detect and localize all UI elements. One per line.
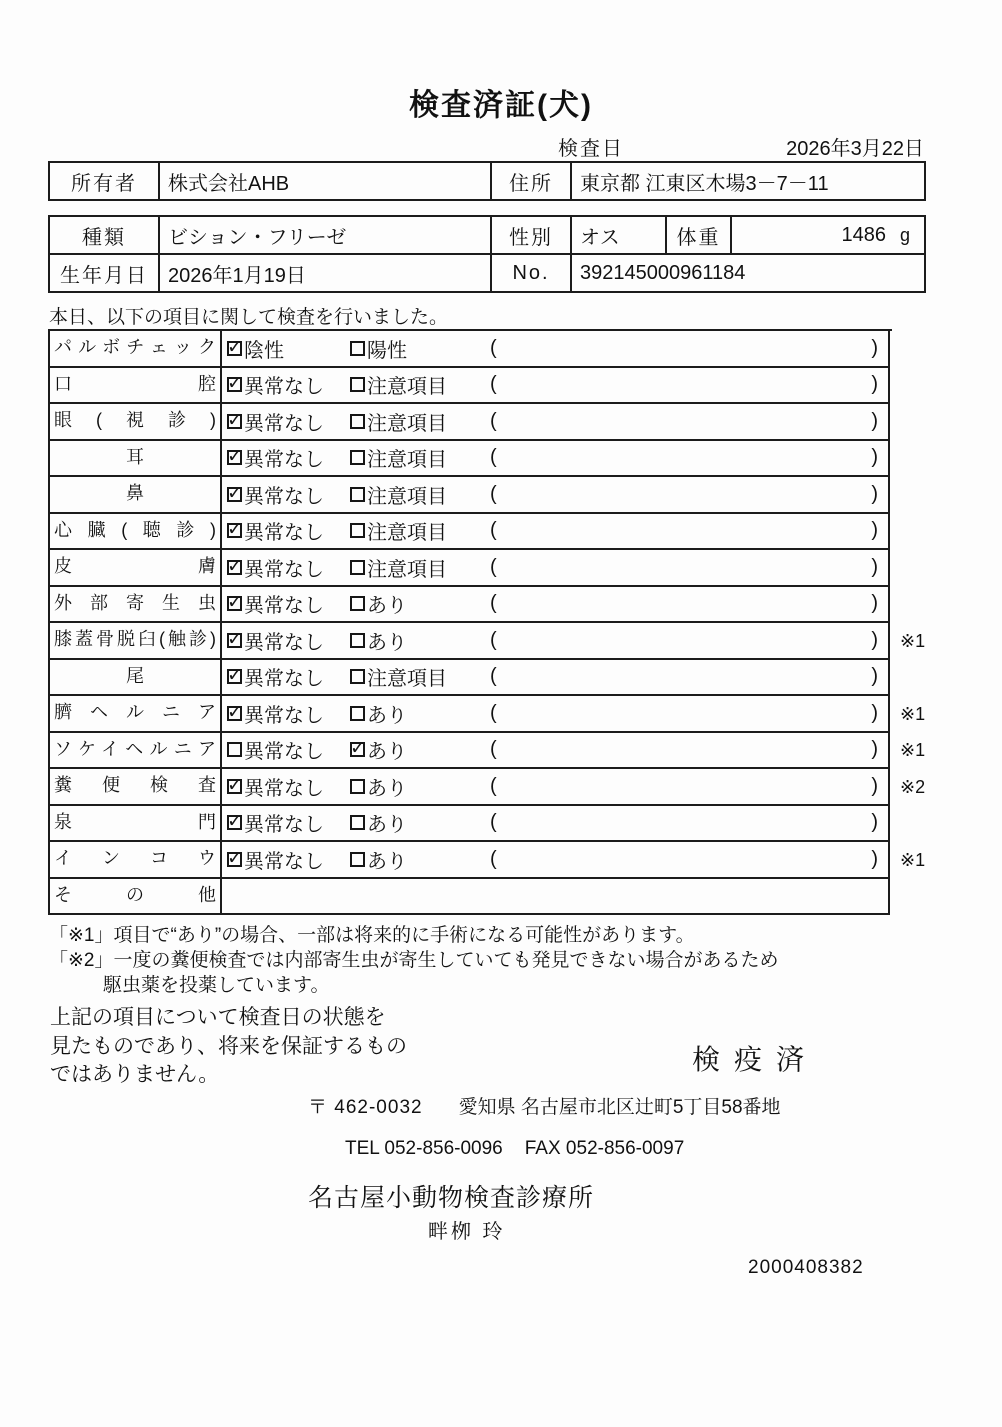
paren-open: (	[490, 373, 497, 396]
paren-open: (	[490, 336, 497, 359]
exam-option	[222, 662, 350, 691]
exam-row-label: 耳	[48, 441, 222, 478]
exam-option	[222, 735, 350, 764]
paren-close: )	[871, 628, 878, 651]
exam-option-label: あり	[367, 631, 407, 654]
exam-row-label: 泉門	[48, 806, 222, 843]
paren-open: (	[490, 555, 497, 578]
checkbox-checked-icon[interactable]	[227, 487, 242, 502]
breed-label: 種類	[49, 216, 159, 254]
paren-close: )	[871, 336, 878, 359]
exam-row	[48, 733, 926, 770]
clinic-fax: FAX 052-856-0097	[524, 1138, 685, 1159]
exam-row	[48, 696, 926, 733]
checkbox-checked-icon[interactable]	[227, 450, 242, 465]
exam-row-content	[222, 441, 890, 478]
inspection-date-label: 検査日	[558, 138, 624, 160]
exam-option	[350, 516, 488, 545]
paren-close: )	[871, 519, 878, 542]
exam-option	[222, 407, 350, 436]
exam-row-content	[222, 368, 890, 405]
paren-close: )	[871, 665, 878, 688]
checkbox-unchecked-icon[interactable]	[350, 414, 365, 429]
checkbox-checked-icon[interactable]	[227, 779, 242, 794]
exam-option	[222, 480, 350, 509]
exam-option-label: 異常なし	[244, 777, 324, 800]
checkbox-unchecked-icon[interactable]	[350, 523, 365, 538]
disclaimer-line-2: 見たものであり、将来を保証するもの	[50, 1034, 407, 1058]
exam-option	[222, 370, 350, 399]
birth-value: 2026年1月19日	[159, 254, 491, 292]
exam-row-label: 口腔	[48, 368, 222, 405]
exam-row	[48, 842, 926, 879]
exam-option	[350, 808, 488, 837]
checkbox-unchecked-icon[interactable]	[350, 852, 365, 867]
checkbox-unchecked-icon[interactable]	[350, 450, 365, 465]
exam-option	[350, 845, 488, 874]
exam-row-label: その他	[48, 879, 222, 916]
owner-label: 所有者	[49, 162, 159, 200]
breed-row	[49, 216, 925, 254]
exam-option-label: 異常なし	[244, 850, 324, 873]
checkbox-unchecked-icon[interactable]	[350, 596, 365, 611]
clinic-address-line	[308, 1092, 781, 1119]
checkbox-unchecked-icon[interactable]	[350, 377, 365, 392]
exam-row-label: 膝蓋骨脱臼(触診)	[48, 623, 222, 660]
paren-close: )	[871, 555, 878, 578]
exam-row-content	[222, 806, 890, 843]
checkbox-checked-icon[interactable]	[227, 815, 242, 830]
exam-row-content	[222, 879, 890, 916]
paren-close: )	[871, 738, 878, 761]
clinic-phone-line	[345, 1138, 684, 1160]
exam-option	[350, 370, 488, 399]
exam-row	[48, 623, 926, 660]
paren-open: (	[490, 482, 497, 505]
exam-option-label: 異常なし	[244, 412, 324, 435]
exam-option-label: 異常なし	[244, 558, 324, 581]
exam-option-label: 異常なし	[244, 376, 324, 399]
checkbox-checked-icon[interactable]	[227, 596, 242, 611]
exam-row-content	[222, 696, 890, 733]
exam-row-content	[222, 587, 890, 624]
exam-row-label: 糞便検査	[48, 769, 222, 806]
exam-option	[350, 553, 488, 582]
paren-close: )	[871, 482, 878, 505]
address-label: 住所	[491, 162, 571, 200]
page-title: 検査済証(犬)	[409, 89, 593, 122]
checkbox-unchecked-icon[interactable]	[350, 560, 365, 575]
exam-option-label: 異常なし	[244, 741, 324, 764]
exam-row-content	[222, 842, 890, 879]
checkbox-unchecked-icon[interactable]	[350, 487, 365, 502]
exam-option	[222, 553, 350, 582]
exam-row	[48, 368, 892, 405]
exam-option	[222, 626, 350, 655]
exam-option-label: 注意項目	[367, 558, 447, 581]
paren-close: )	[871, 592, 878, 615]
checkbox-checked-icon[interactable]	[350, 742, 365, 757]
exam-option	[350, 443, 488, 472]
birth-label: 生年月日	[49, 254, 159, 292]
paren-open: (	[490, 592, 497, 615]
exam-option	[222, 443, 350, 472]
exam-row-label: 臍ヘルニア	[48, 696, 222, 733]
exam-option-label: あり	[367, 595, 407, 618]
weight-label: 体重	[666, 216, 731, 254]
exam-row-label: 尾	[48, 660, 222, 697]
exam-option-label: 注意項目	[367, 485, 447, 508]
exam-row-label: ソケイヘルニア	[48, 733, 222, 770]
paren-open: (	[490, 409, 497, 432]
checkbox-unchecked-icon[interactable]	[350, 815, 365, 830]
checkbox-unchecked-icon[interactable]	[350, 341, 365, 356]
number-value: 392145000961184	[571, 254, 925, 292]
checkbox-unchecked-icon[interactable]	[350, 633, 365, 648]
exam-row	[48, 879, 892, 916]
exam-row-label: 眼(視診)	[48, 404, 222, 441]
owner-row	[49, 162, 925, 200]
paren-close: )	[871, 811, 878, 834]
checkbox-checked-icon[interactable]	[227, 852, 242, 867]
clinic-address: 愛知県 名古屋市北区辻町5丁目58番地	[458, 1097, 781, 1118]
exam-option-label: 異常なし	[244, 595, 324, 618]
checkbox-checked-icon[interactable]	[227, 669, 242, 684]
paren-close: )	[871, 774, 878, 797]
checkbox-unchecked-icon[interactable]	[350, 779, 365, 794]
exam-row-label: インコウ	[48, 842, 222, 879]
exam-option-label: 異常なし	[244, 704, 324, 727]
paren-close: )	[871, 409, 878, 432]
footnotes	[49, 923, 779, 998]
exam-option	[350, 480, 488, 509]
paren-open: (	[490, 738, 497, 761]
exam-row	[48, 769, 926, 806]
footnote-1: 「※1」項目で“あり”の場合、一部は将来的に手術になる可能性があります。	[49, 925, 695, 946]
exam-option	[350, 589, 488, 618]
exam-row-label: 心臓(聴診)	[48, 514, 222, 551]
exam-option-label: 注意項目	[367, 668, 447, 691]
exam-row-content	[222, 623, 890, 660]
exam-option-label: 異常なし	[244, 668, 324, 691]
veterinarian-name: 畔栁 玲	[428, 1221, 506, 1243]
exam-row-note: ※1	[900, 703, 926, 724]
exam-option-label: 注意項目	[367, 412, 447, 435]
exam-option-label: 注意項目	[367, 376, 447, 399]
paren-close: )	[871, 701, 878, 724]
checkbox-checked-icon[interactable]	[227, 341, 242, 356]
exam-row-content	[222, 769, 890, 806]
exam-option-label: 陰性	[244, 339, 284, 362]
clinic-tel: TEL 052-856-0096	[345, 1138, 503, 1159]
paren-open: (	[490, 811, 497, 834]
exam-option	[222, 808, 350, 837]
exam-option-label: 異常なし	[244, 522, 324, 545]
sex-value: オス	[571, 216, 666, 254]
exam-row-content	[222, 733, 890, 770]
exam-row-note: ※1	[900, 740, 926, 761]
exam-option-label: 陽性	[367, 339, 407, 362]
checkbox-checked-icon[interactable]	[227, 706, 242, 721]
exam-row-content	[222, 331, 890, 368]
postal-code: 〒 462-0032	[308, 1097, 423, 1118]
paren-open: (	[490, 701, 497, 724]
exam-option	[222, 699, 350, 728]
paren-open: (	[490, 519, 497, 542]
exam-row-content	[222, 660, 890, 697]
checkbox-checked-icon[interactable]	[227, 523, 242, 538]
inspection-date-value: 2026年3月22日	[786, 138, 924, 160]
exam-row	[48, 550, 892, 587]
exam-option	[350, 626, 488, 655]
exam-row-label: 皮膚	[48, 550, 222, 587]
footnote-2: 「※2」一度の糞便検査では内部寄生虫が寄生していても発見できない場合があるため	[49, 950, 779, 971]
exam-option-label: 異常なし	[244, 631, 324, 654]
exam-option	[350, 662, 488, 691]
footnote-2-cont: 駆虫薬を投薬しています。	[103, 975, 330, 996]
checkbox-checked-icon[interactable]	[227, 560, 242, 575]
exam-row	[48, 477, 892, 514]
serial-number: 2000408382	[748, 1257, 864, 1278]
exam-row-label: パルボチェック	[48, 331, 222, 368]
breed-value: ビション・フリーゼ	[159, 216, 491, 254]
exam-option-label: あり	[367, 741, 407, 764]
owner-value: 株式会社AHB	[159, 162, 491, 200]
paren-open: (	[490, 446, 497, 469]
disclaimer	[50, 1004, 407, 1090]
exam-row-note: ※2	[900, 776, 926, 797]
animal-info-table	[48, 215, 926, 293]
exam-row-content	[222, 404, 890, 441]
exam-row	[48, 660, 892, 697]
checkbox-unchecked-icon[interactable]	[350, 706, 365, 721]
checkbox-unchecked-icon[interactable]	[350, 669, 365, 684]
quarantine-stamp: 検疫済	[692, 1044, 819, 1075]
birth-row	[49, 254, 925, 292]
exam-row-label: 外部寄生虫	[48, 587, 222, 624]
paren-open: (	[490, 665, 497, 688]
exam-option	[222, 334, 350, 363]
clinic-name: 名古屋小動物検査診療所	[308, 1184, 595, 1212]
exam-row-note: ※1	[900, 630, 926, 651]
exam-option	[222, 589, 350, 618]
paren-close: )	[871, 446, 878, 469]
exam-row	[48, 514, 892, 551]
exam-row-content	[222, 550, 890, 587]
exam-option	[350, 334, 488, 363]
exam-option-label: 注意項目	[367, 522, 447, 545]
exam-option-label: 注意項目	[367, 449, 447, 472]
paren-close: )	[871, 847, 878, 870]
paren-open: (	[490, 774, 497, 797]
disclaimer-line-1: 上記の項目について検査日の状態を	[50, 1006, 386, 1029]
paren-close: )	[871, 373, 878, 396]
weight-unit: g	[899, 224, 910, 245]
exam-row-label: 鼻	[48, 477, 222, 514]
exam-row	[48, 404, 892, 441]
exam-option	[222, 845, 350, 874]
exam-option	[350, 735, 488, 764]
owner-table	[48, 161, 926, 201]
number-label: No.	[491, 254, 571, 292]
exam-option-label: あり	[367, 850, 407, 873]
exam-option-label: 異常なし	[244, 485, 324, 508]
checkbox-checked-icon[interactable]	[227, 633, 242, 648]
exam-option	[222, 772, 350, 801]
exam-row-content	[222, 514, 890, 551]
sex-label: 性別	[491, 216, 571, 254]
disclaimer-line-3: ではありません。	[50, 1063, 220, 1086]
exam-row	[48, 587, 892, 624]
exam-option-label: 異常なし	[244, 449, 324, 472]
exam-option-label: あり	[367, 777, 407, 800]
weight-value	[731, 216, 925, 254]
exam-row-note: ※1	[900, 849, 926, 870]
exam-option-label: あり	[367, 814, 407, 837]
checkbox-checked-icon[interactable]	[227, 377, 242, 392]
exam-option	[350, 407, 488, 436]
intro-line: 本日、以下の項目に関して検査を行いました。	[49, 307, 449, 328]
paren-open: (	[490, 628, 497, 651]
exam-row-content	[222, 477, 890, 514]
checkbox-unchecked-icon[interactable]	[227, 742, 242, 757]
exam-option-label: あり	[367, 704, 407, 727]
exam-row	[48, 331, 892, 368]
exam-option	[350, 699, 488, 728]
checkbox-checked-icon[interactable]	[227, 414, 242, 429]
weight-number: 1486	[841, 223, 886, 246]
exam-table	[48, 329, 926, 915]
address-value: 東京都 江東区木場3－7－11	[571, 162, 925, 200]
exam-option-label: 異常なし	[244, 814, 324, 837]
paren-open: (	[490, 847, 497, 870]
exam-option	[350, 772, 488, 801]
exam-row	[48, 806, 892, 843]
exam-option	[222, 516, 350, 545]
exam-row	[48, 441, 892, 478]
